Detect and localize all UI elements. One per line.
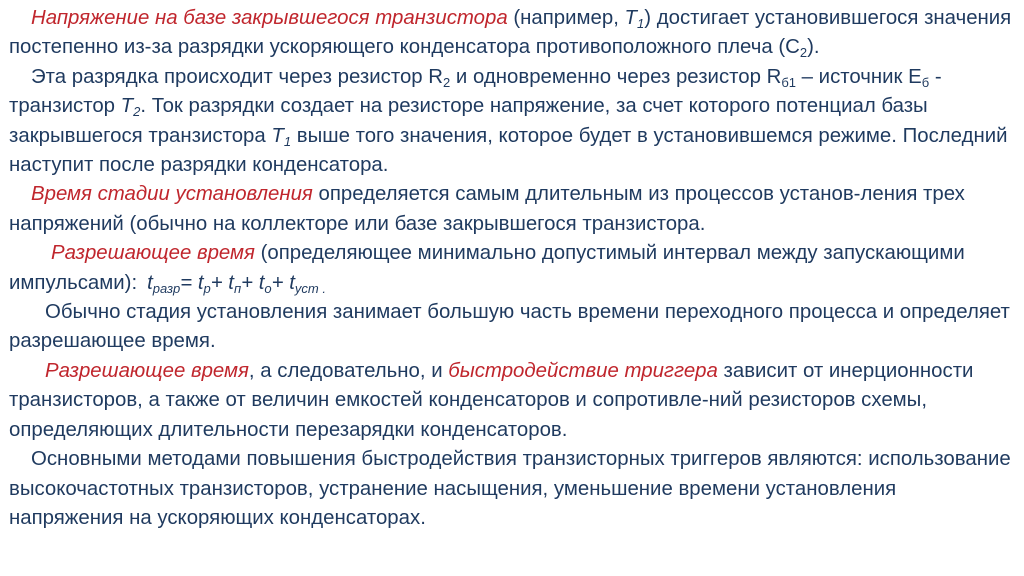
formula-sub: р [203, 280, 211, 296]
transistor-symbol: T [271, 124, 284, 147]
paragraph-2 [9, 63, 1012, 181]
text: . Ток разрядки создает на резисторе напряжение, за счет которого потенциал базы закрывшегося транзистора [9, 95, 928, 147]
text: Основными методами повышения быстродействия транзисторных триггеров являются: использование высокочастотных транзисторов, устранение насыщения, уменьшение времени установления напряжения на ускоряющих конденсаторах. [9, 448, 1011, 529]
subscript: 1 [283, 133, 292, 149]
text: – источник E [796, 65, 922, 88]
paragraph-5 [9, 298, 1012, 357]
subscript: 1 [637, 16, 645, 31]
subscript: б1 [781, 74, 797, 90]
text: (определяющее минимально допустимый интервал между запускающими импульсами): [9, 242, 965, 294]
formula-var: + t [241, 271, 265, 294]
paragraph-6 [9, 357, 1012, 445]
formula-sub: уст . [294, 280, 326, 296]
highlight-resolving-time: Разрешающее время [51, 242, 255, 265]
text: зависит от инерционности транзисторов, а также от величин емкостей конденсаторов и сопротивле-ний резисторов схемы, определяющих длительности перезарядки конденсаторов. [9, 359, 974, 441]
subscript: б [921, 74, 930, 90]
text: , а следовательно, и [248, 359, 449, 382]
text: Обычно стадия установления занимает большую часть времени переходного процесса и определяет разрешающее время. [9, 301, 1010, 353]
text: ). [807, 36, 820, 59]
formula-var: + t [271, 271, 295, 294]
highlight-trigger-speed: быстродействие триггера [448, 359, 718, 382]
text: ) достигает установившегося значения постепенно из-за разрядки ускоряющего конденсатора противоположного плеча (C [9, 7, 1012, 59]
transistor-symbol: T [624, 7, 638, 29]
formula-sub: п [233, 280, 242, 296]
text: и одновременно через резистор R [450, 65, 782, 88]
paragraph-4 [9, 239, 1012, 298]
transistor-symbol: T [120, 95, 134, 118]
formula-sub: разр [152, 280, 181, 296]
text: выше того значения, которое будет в установившемся режиме. Последний наступит после разрядки конденсатора. [9, 124, 1008, 177]
text: определяется самым длительным из процессов установ-ления трех напряжений (обычно на коллекторе или базе закрывшегося транзистора. [9, 183, 965, 235]
paragraph-3 [9, 180, 1012, 239]
text: Эта разрядка происходит через резистор R [31, 65, 444, 88]
text: (например, [507, 7, 625, 29]
formula-var: = t [180, 271, 204, 294]
formula-var: + t [210, 271, 234, 294]
subscript: 2 [443, 74, 451, 90]
highlight-base-voltage: Напряжение на базе закрывшегося транзистора [31, 7, 508, 29]
text: - транзистор [9, 65, 942, 118]
highlight-settling-time: Время стадии установления [31, 183, 313, 206]
subscript: 2 [799, 45, 808, 61]
paragraph-1 [9, 4, 1012, 63]
paragraph-7 [9, 445, 1012, 533]
resolving-time-formula [137, 272, 326, 294]
formula-var: t [147, 271, 153, 294]
subscript: 2 [133, 104, 141, 120]
formula-sub: о [264, 280, 272, 296]
highlight-resolving-time: Разрешающее время [45, 359, 249, 382]
